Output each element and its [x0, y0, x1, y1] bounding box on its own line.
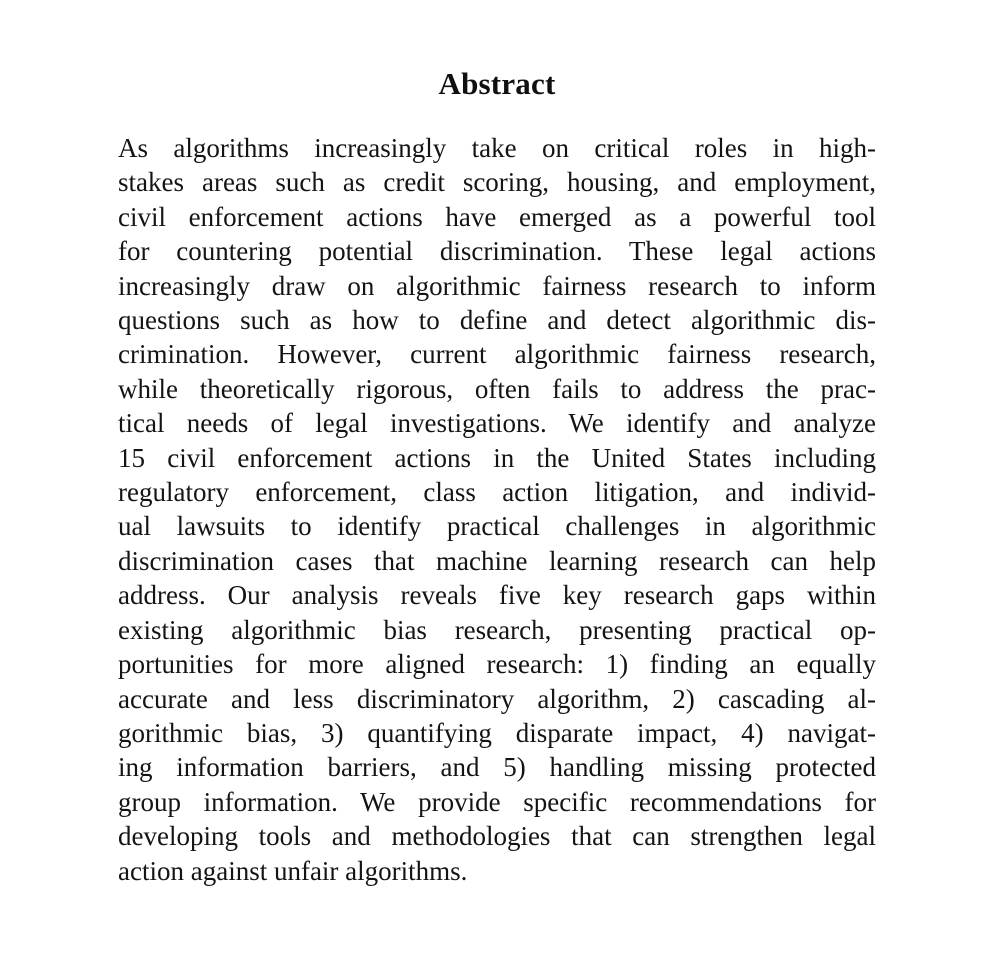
abstract-text-line: action against unfair algorithms. — [118, 855, 468, 886]
abstract-text-line: accurate and less discriminatory algorithm, 2) cascading al- — [118, 683, 876, 714]
abstract-heading: Abstract — [438, 66, 556, 101]
abstract-paragraph — [118, 131, 876, 888]
abstract-text-line: civil enforcement actions have emerged as a powerful tool — [118, 201, 876, 232]
abstract-text-line: existing algorithmic bias research, presenting practical op- — [118, 614, 876, 645]
abstract-text-line: for countering potential discrimination. These legal actions — [118, 236, 876, 267]
abstract-text-line: tical needs of legal investigations. We identify and analyze — [118, 408, 876, 439]
abstract-text-line: portunities for more aligned research: 1) finding an equally — [118, 649, 876, 680]
abstract-text-line: while theoretically rigorous, often fails to address the prac- — [118, 373, 876, 404]
abstract-text-line: As algorithms increasingly take on critical roles in high- — [118, 133, 876, 163]
abstract-text-line: crimination. However, current algorithmic fairness research, — [118, 339, 876, 370]
abstract-text-line: increasingly draw on algorithmic fairness research to inform — [118, 270, 876, 301]
abstract-text-line: ual lawsuits to identify practical challenges in algorithmic — [118, 511, 876, 542]
abstract-text-line: group information. We provide specific recommendations for — [118, 786, 876, 817]
abstract-text-line: regulatory enforcement, class action litigation, and individ- — [118, 477, 876, 508]
abstract-text-line: address. Our analysis reveals five key research gaps within — [118, 580, 876, 611]
abstract-text-line: stakes areas such as credit scoring, housing, and employment, — [118, 167, 876, 198]
abstract-text-line: discrimination cases that machine learning research can help — [118, 545, 876, 576]
abstract-text-line: 15 civil enforcement actions in the United States including — [118, 442, 876, 473]
abstract-text-line: gorithmic bias, 3) quantifying disparate impact, 4) navigat- — [118, 717, 876, 748]
abstract-text-line: questions such as how to define and detect algorithmic dis- — [118, 305, 876, 336]
abstract-text-line: developing tools and methodologies that can strengthen legal — [118, 821, 876, 852]
abstract-text-line: ing information barriers, and 5) handling missing protected — [118, 752, 876, 783]
